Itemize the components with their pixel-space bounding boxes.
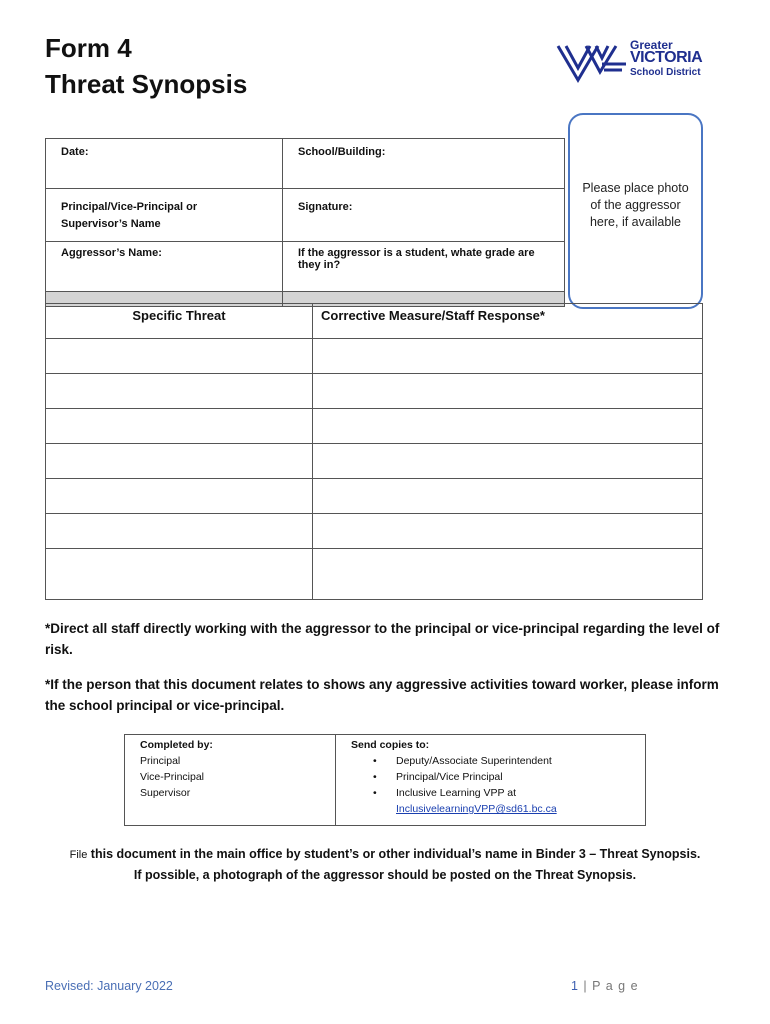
completed-by-item: Principal	[140, 755, 181, 767]
form-number: Form 4	[45, 33, 132, 63]
response-cell[interactable]	[313, 479, 703, 514]
completed-by-cell	[125, 735, 336, 826]
aggressor-label: Aggressor’s Name:	[61, 247, 162, 259]
photo-placeholder[interactable]	[568, 113, 703, 309]
file-instructions-line-2: If possible, a photograph of the aggressor should be posted on the Threat Synopsis.	[133, 868, 637, 882]
bullet-icon: •	[373, 755, 377, 767]
response-cell[interactable]	[313, 444, 703, 479]
grade-field[interactable]	[283, 242, 565, 292]
note-direct-staff: *Direct all staff directly working with the aggressor to the principal or vice-principal regarding the level of risk.	[45, 621, 720, 657]
district-logo	[556, 38, 716, 88]
grade-label: If the aggressor is a student, whate grade are they in?	[298, 247, 535, 271]
send-item-text: Inclusive Learning VPP at	[396, 787, 517, 799]
completed-by-label: Completed by:	[140, 739, 213, 751]
specific-threat-header: Specific Threat	[46, 304, 313, 339]
victoria-v-logo-icon	[556, 40, 628, 86]
form-title	[45, 30, 247, 102]
page-number: 1	[571, 979, 579, 993]
file-instructions-line-1	[40, 844, 730, 865]
response-cell[interactable]	[313, 339, 703, 374]
info-table	[45, 138, 565, 307]
response-cell[interactable]	[313, 549, 703, 600]
photo-instructions: Please place photo of the aggressor here, if available	[582, 181, 689, 229]
send-copies-label: Send copies to:	[351, 739, 430, 751]
list-item	[351, 785, 630, 801]
threat-table	[45, 303, 703, 600]
list-item	[351, 769, 630, 785]
date-label: Date:	[61, 146, 89, 158]
list-item	[351, 753, 630, 769]
email-link[interactable]: InclusivelearningVPP@sd61.bc.ca	[396, 803, 557, 815]
principal-label-2: Supervisor’s Name	[61, 218, 161, 230]
response-cell[interactable]	[313, 514, 703, 549]
file-word: File	[69, 849, 88, 861]
threat-cell[interactable]	[46, 409, 313, 444]
signature-label: Signature:	[298, 201, 353, 213]
form-name: Threat Synopsis	[45, 69, 248, 99]
bullet-icon: •	[373, 771, 377, 783]
aggressor-name-field[interactable]	[46, 242, 283, 292]
logo-school-district: School District	[630, 67, 701, 78]
threat-cell[interactable]	[46, 339, 313, 374]
corrective-measure-header: Corrective Measure/Staff Response*	[313, 304, 703, 339]
signature-field[interactable]	[283, 189, 565, 242]
send-item-text: Principal/Vice Principal	[396, 771, 503, 783]
logo-greater: Greater	[630, 38, 673, 52]
page-indicator	[571, 979, 639, 993]
note-aggressive-activities: *If the person that this document relates to shows any aggressive activities toward worker, please inform the school principal or vice-principal.	[45, 677, 719, 713]
threat-cell[interactable]	[46, 444, 313, 479]
threat-cell[interactable]	[46, 514, 313, 549]
principal-name-field[interactable]	[46, 189, 283, 242]
logo-victoria: VICTORIA	[630, 49, 703, 66]
threat-cell[interactable]	[46, 374, 313, 409]
completed-by-item: Supervisor	[140, 787, 191, 799]
distribution-table	[124, 734, 646, 826]
threat-cell[interactable]	[46, 479, 313, 514]
send-copies-cell	[336, 735, 646, 826]
revised-date: Revised: January 2022	[45, 979, 173, 993]
threat-cell[interactable]	[46, 549, 313, 600]
page-label: | P a g e	[578, 979, 639, 993]
response-cell[interactable]	[313, 374, 703, 409]
completed-by-item: Vice-Principal	[140, 771, 204, 783]
date-field[interactable]	[46, 139, 283, 189]
file-instructions	[40, 844, 730, 885]
principal-label-1: Principal/Vice-Principal or	[61, 201, 198, 213]
file-rest: this document in the main office by student’s or other individual’s name in Binder 3 – Threat Synopsis.	[87, 847, 701, 861]
bullet-icon: •	[373, 787, 377, 799]
send-item-text: Deputy/Associate Superintendent	[396, 755, 552, 767]
send-copies-list	[351, 753, 630, 801]
school-label: School/Building:	[298, 146, 386, 158]
response-cell[interactable]	[313, 409, 703, 444]
school-field[interactable]	[283, 139, 565, 189]
